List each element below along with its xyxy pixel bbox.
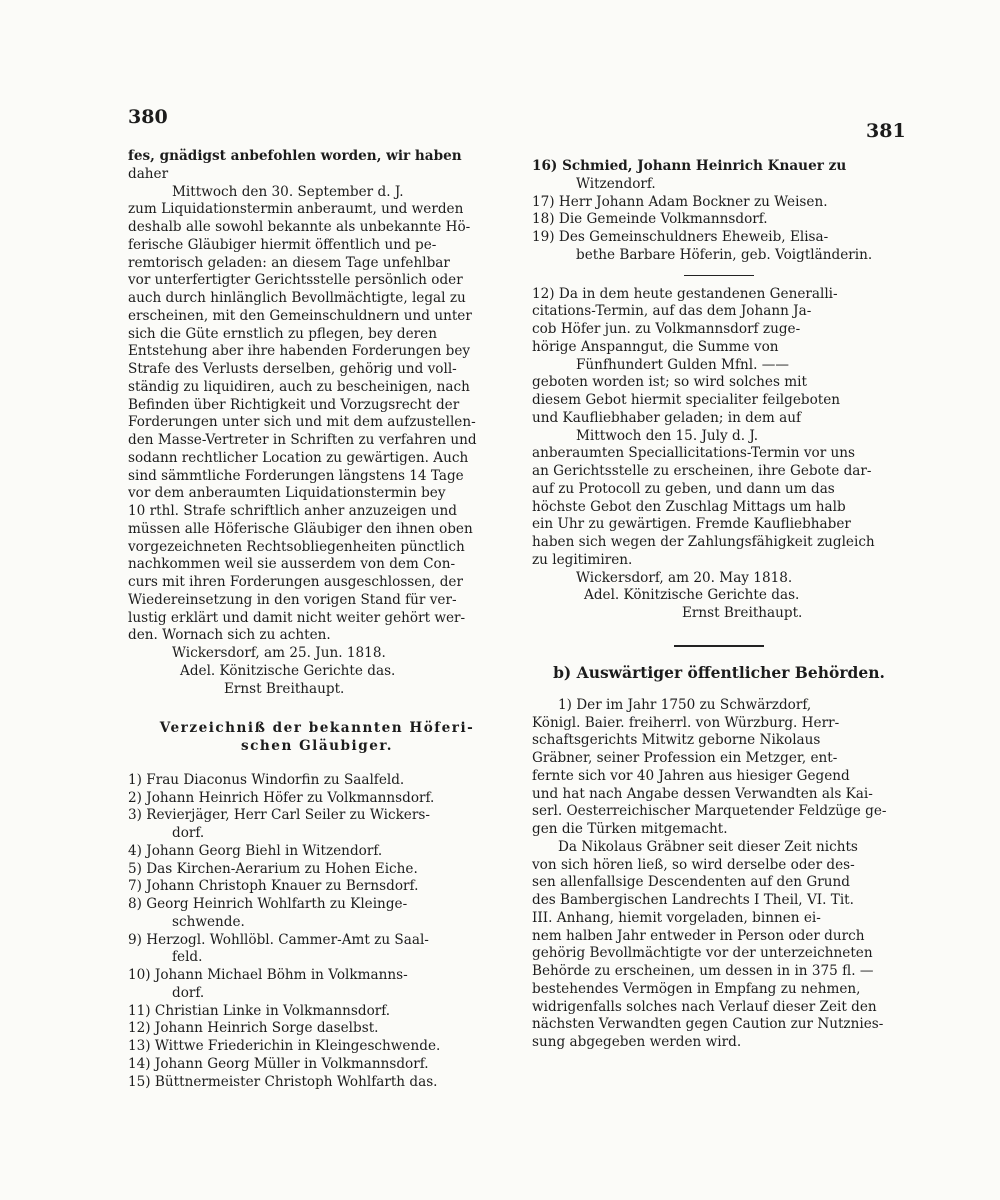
court-name: Adel. Könitzische Gerichte das. bbox=[584, 587, 800, 604]
notice-body bbox=[532, 286, 906, 570]
place-date: Wickersdorf, am 20. May 1818. bbox=[576, 569, 793, 586]
text-line: nachkommen weil sie ausserdem von dem Con- bbox=[128, 556, 456, 573]
left-page-column bbox=[128, 148, 506, 1091]
text-line: hörige Anspanngut, die Summe von bbox=[532, 338, 779, 355]
text-line: anberaumten Speciallicitations-Termin vor uns bbox=[532, 445, 856, 462]
list-item: dorf. bbox=[172, 984, 205, 1001]
text-line: zum Liquidationstermin anberaumt, und werden bbox=[128, 201, 464, 218]
text-line: curs mit ihren Forderungen ausgeschlossen, der bbox=[128, 574, 463, 590]
list-item: 2) Johann Heinrich Höfer zu Volkmannsdorf. bbox=[128, 789, 435, 806]
list-item: 14) Johann Georg Müller in Volkmannsdorf. bbox=[128, 1055, 429, 1072]
section-heading: b) Auswärtiger öffentlicher Behörden. bbox=[553, 662, 885, 682]
notice-body bbox=[128, 201, 506, 645]
list-item: 11) Christian Linke in Volkmannsdorf. bbox=[128, 1002, 391, 1019]
text-line: cob Höfer jun. zu Volkmannsdorf zuge- bbox=[532, 321, 801, 337]
list-item: 8) Georg Heinrich Wohlfarth zu Kleinge- bbox=[128, 896, 408, 912]
list-item: 12) Johann Heinrich Sorge daselbst. bbox=[128, 1020, 379, 1037]
signature: Ernst Breithaupt. bbox=[224, 680, 345, 697]
text-line: erscheinen, mit den Gemeinschuldnern und unter bbox=[128, 307, 472, 324]
right-page-column bbox=[532, 158, 906, 1052]
text-line: 1) Der im Jahr 1750 zu Schwärzdorf, bbox=[558, 696, 812, 713]
list-item: bethe Barbare Höferin, geb. Voigtländerin. bbox=[576, 246, 873, 263]
text-line: citations-Termin, auf das dem Johann Ja- bbox=[532, 303, 812, 320]
text-line: vor dem anberaumten Liquidationstermin bey bbox=[128, 485, 446, 502]
text-line: bestehendes Vermögen in Empfang zu nehmen, bbox=[532, 980, 861, 997]
text-line: sich die Güte ernstlich zu pflegen, bey deren bbox=[128, 325, 437, 342]
text-line: daher bbox=[128, 165, 169, 182]
text-line: Entstehung aber ihre habenden Forderungen bey bbox=[128, 343, 471, 360]
notice-body bbox=[532, 697, 906, 1052]
text-line: Fünfhundert Gulden Mfnl. —— bbox=[576, 356, 789, 373]
text-line: Forderungen unter sich und mit dem aufzustellen- bbox=[128, 414, 476, 431]
text-line: des Bambergischen Landrechts I Theil, VI. Tit. bbox=[532, 892, 854, 908]
text-line: auch durch hinlänglich Bevollmächtigte, legal zu bbox=[128, 290, 466, 306]
text-line: diesem Gebot hiermit specialiter feilgeboten bbox=[532, 392, 841, 408]
list-item: 3) Revierjäger, Herr Carl Seiler zu Wickers- bbox=[128, 807, 430, 824]
text-line: sodann rechtlicher Location zu gewärtigen. Auch bbox=[128, 449, 469, 466]
text-line: Gräbner, seiner Profession ein Metzger, ent- bbox=[532, 750, 838, 766]
list-item: schwende. bbox=[172, 913, 245, 930]
text-line: müssen alle Höferische Gläubiger den ihnen oben bbox=[128, 520, 473, 537]
text-line: deshalb alle sowohl bekannte als unbekannte Hö- bbox=[128, 219, 471, 235]
list-item: 18) Die Gemeinde Volkmannsdorf. bbox=[532, 211, 768, 228]
place-date: Wickersdorf, am 25. Jun. 1818. bbox=[172, 645, 386, 661]
list-item: 1) Frau Diaconus Windorfin zu Saalfeld. bbox=[128, 771, 405, 788]
text-line: 10 rthl. Strafe schriftlich anher anzuzeigen und bbox=[128, 503, 458, 519]
text-line: Königl. Baier. freiherrl. von Würzburg. Herr- bbox=[532, 714, 840, 731]
text-line: ferische Gläubiger hiermit öffentlich und pe- bbox=[128, 236, 437, 253]
list-item: 7) Johann Christoph Knauer zu Bernsdorf. bbox=[128, 878, 419, 895]
text-line: auf zu Protocoll zu geben, und dann um das bbox=[532, 480, 835, 497]
text-line: haben sich wegen der Zahlungsfähigkeit zugleich bbox=[532, 534, 875, 550]
text-line: und hat nach Angabe dessen Verwandten als Kai- bbox=[532, 785, 873, 802]
text-line: sen allenfallsige Descendenten auf den Grund bbox=[532, 874, 850, 891]
text-line: sind sämmtliche Forderungen längstens 14 Tage bbox=[128, 467, 464, 484]
list-item: 10) Johann Michael Böhm in Volkmanns- bbox=[128, 967, 408, 983]
text-line: lustig erklärt und damit nicht weiter gehört wer- bbox=[128, 609, 466, 626]
text-line: Strafe des Verlusts derselben, gehörig und voll- bbox=[128, 361, 457, 377]
text-line: gen die Türken mitgemacht. bbox=[532, 821, 728, 837]
text-line: Befinden über Richtigkeit und Vorzugsrecht der bbox=[128, 396, 460, 413]
text-line: serl. Oesterreichischer Marquetender Feldzüge ge- bbox=[532, 803, 887, 820]
list-item: 4) Johann Georg Biehl in Witzendorf. bbox=[128, 842, 383, 859]
creditor-list bbox=[128, 772, 506, 1092]
text-line: fes, gnädigst anbefohlen worden, wir haben bbox=[128, 148, 462, 164]
list-item: 5) Das Kirchen-Aerarium zu Hohen Eiche. bbox=[128, 860, 418, 877]
list-item: feld. bbox=[172, 949, 203, 966]
list-item: dorf. bbox=[172, 825, 205, 841]
text-line: 12) Da in dem heute gestandenen Generalli- bbox=[532, 285, 838, 302]
list-heading: schen Gläubiger. bbox=[240, 738, 393, 754]
list-item: 15) Büttnermeister Christoph Wohlfarth das. bbox=[128, 1073, 438, 1090]
creditor-list-continued bbox=[532, 158, 906, 265]
list-item: Witzendorf. bbox=[576, 175, 656, 192]
text-line: geboten worden ist; so wird solches mit bbox=[532, 374, 807, 391]
text-line: sung abgegeben werden wird. bbox=[532, 1034, 742, 1050]
text-line: zu legitimiren. bbox=[532, 551, 633, 568]
signature: Ernst Breithaupt. bbox=[682, 605, 803, 621]
text-line: nem halben Jahr entweder in Person oder durch bbox=[532, 927, 865, 944]
list-item: 13) Wittwe Friederichin in Kleingeschwende. bbox=[128, 1038, 441, 1054]
text-line: remtorisch geladen: an diesem Tage unfehlbar bbox=[128, 254, 450, 271]
text-line: höchste Gebot den Zuschlag Mittags um halb bbox=[532, 498, 846, 515]
text-line: den Masse-Vertreter in Schriften zu verfahren und bbox=[128, 432, 477, 448]
text-line: Da Nikolaus Gräbner seit dieser Zeit nichts bbox=[558, 838, 858, 855]
text-line: vorgezeichneten Rechtsobliegenheiten pünctlich bbox=[128, 538, 465, 555]
text-line: schaftsgerichts Mitwitz geborne Nikolaus bbox=[532, 732, 821, 749]
text-line: Behörde zu erscheinen, um dessen in in 375 fl. — bbox=[532, 963, 874, 979]
text-line: ein Uhr zu gewärtigen. Fremde Kaufliebhaber bbox=[532, 516, 851, 533]
text-line: fernte sich vor 40 Jahren aus hiesiger Gegend bbox=[532, 767, 850, 784]
text-line: III. Anhang, hiemit vorgeladen, binnen ei- bbox=[532, 909, 821, 926]
list-heading: Verzeichniß der bekannten Höferi- bbox=[159, 720, 475, 737]
court-name: Adel. Könitzische Gerichte das. bbox=[180, 662, 396, 679]
list-item: 16) Schmied, Johann Heinrich Knauer zu bbox=[532, 158, 847, 174]
text-line: gehörig Bevollmächtigte vor der unterzeichneten bbox=[532, 945, 873, 962]
date-line: Mittwoch den 30. September d. J. bbox=[172, 183, 404, 200]
text-line: nächsten Verwandten gegen Caution zur Nutznies- bbox=[532, 1016, 884, 1033]
text-line: den. Wornach sich zu achten. bbox=[128, 627, 331, 644]
page-number-left: 380 bbox=[128, 106, 168, 128]
list-item: 9) Herzogl. Wohllöbl. Cammer-Amt zu Saal- bbox=[128, 931, 429, 948]
text-line: an Gerichtsstelle zu erscheinen, ihre Gebote dar- bbox=[532, 463, 872, 479]
text-line: und Kaufliebhaber geladen; in dem auf bbox=[532, 409, 802, 426]
page-number-right: 381 bbox=[866, 120, 906, 142]
list-item: 19) Des Gemeinschuldners Eheweib, Elisa- bbox=[532, 229, 829, 245]
list-item: 17) Herr Johann Adam Bockner zu Weisen. bbox=[532, 193, 828, 210]
text-line: vor unterfertigter Gerichtsstelle persönlich oder bbox=[128, 272, 463, 289]
text-line: widrigenfalls solches nach Verlauf dieser Zeit den bbox=[532, 998, 877, 1015]
date-line: Mittwoch den 15. July d. J. bbox=[576, 427, 759, 444]
text-line: Wiedereinsetzung in den vorigen Stand für ver- bbox=[128, 591, 457, 608]
text-line: ständig zu liquidiren, auch zu bescheinigen, nach bbox=[128, 378, 470, 395]
text-line: von sich hören ließ, so wird derselbe oder des- bbox=[532, 856, 855, 873]
